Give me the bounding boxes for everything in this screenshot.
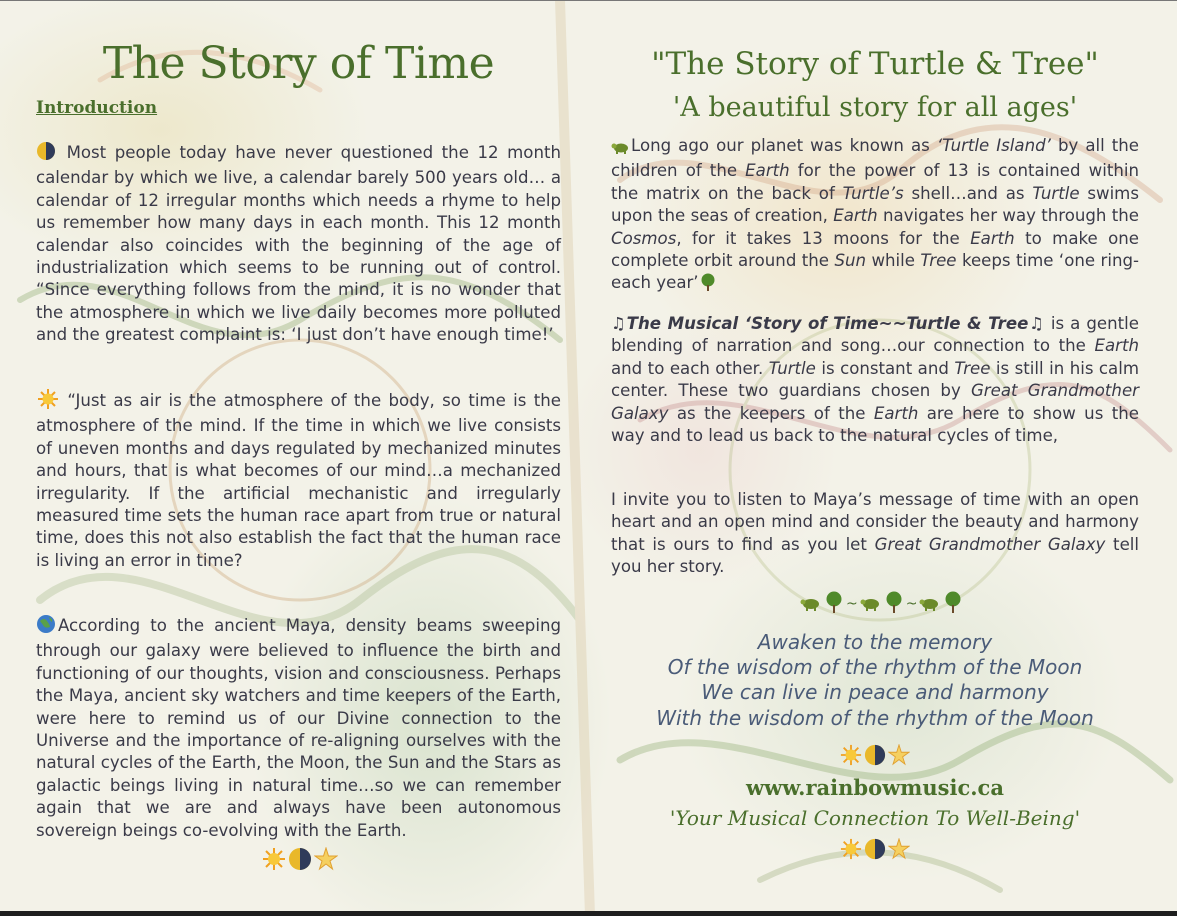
poem xyxy=(611,630,1139,731)
turtle-icon xyxy=(860,593,882,615)
music-note-icon: ♫ xyxy=(611,314,627,333)
poem-line: Awaken to the memory xyxy=(757,630,993,654)
turtle-icon xyxy=(919,593,941,615)
tree-icon xyxy=(824,591,844,617)
star-icon xyxy=(888,744,910,770)
tree-icon xyxy=(699,273,717,297)
poem-line: Of the wisdom of the rhythm of the Moon xyxy=(667,655,1083,680)
sun-icon xyxy=(840,838,862,864)
music-note-icon: ♫ xyxy=(1028,314,1045,333)
top-border xyxy=(0,0,1177,1)
turtle-icon xyxy=(611,138,631,160)
right-title: "The Story of Turtle & Tree" xyxy=(651,46,1099,82)
poem-line: With the wisdom of the rhythm of the Moon xyxy=(656,705,1094,730)
right-paragraph-3: I invite you to listen to Maya’s message of time with an open heart and an open mind and consider the beauty and harmony that is ours to find as you let Great Grandmother Galaxy tell you her story. xyxy=(611,490,1139,577)
right-subtitle: 'A beautiful story for all ages' xyxy=(672,92,1078,123)
sun-icon xyxy=(36,389,60,415)
sun-moon-star-ornament-right-2 xyxy=(840,838,910,864)
tree-icon xyxy=(943,591,963,617)
moon-icon xyxy=(864,838,886,864)
moon-icon xyxy=(288,847,312,875)
tagline: 'Your Musical Connection To Well-Being' xyxy=(669,806,1081,830)
globe-icon xyxy=(36,614,58,640)
left-paragraph-3 xyxy=(36,614,561,842)
moon-icon xyxy=(36,141,58,167)
left-paragraph-2 xyxy=(36,389,561,572)
star-icon xyxy=(888,838,910,864)
star-icon xyxy=(314,847,338,875)
introduction-heading: Introduction xyxy=(36,98,158,118)
moon-icon xyxy=(864,744,886,770)
bottom-border xyxy=(0,911,1177,916)
sun-icon xyxy=(262,847,286,875)
sun-icon xyxy=(840,744,862,770)
left-paragraph-2-text: “Just as air is the atmosphere of the body, so time is the atmosphere of the mind. If the time in which we live consists of uneven months and days regulated by mechanized minutes and hours, that is what becomes of our mind…a mechanized irregularity. If the artificial mechanistic and irregularly measured time sets the human race apart from true or natural time, does this not also establish the fact that the human race is living an error in time? xyxy=(36,391,561,570)
tilde-separator: ~ xyxy=(846,596,858,612)
right-paragraph-1: Long ago our planet was known as ‘Turtle Island’ by all the children of the Earth for the power of 13 is contained within the matrix on the back of Turtle’s shell…and as Turtle swims upon the seas of creation, Earth navigates her way through the Cosmos, for it takes 13 moons for the Earth to make one complete orbit around the Sun while Tree keeps time ‘one ring-each year’ xyxy=(611,135,1139,298)
left-paragraph-1-text: Most people today have never questioned the 12 month calendar by which we live, a calendar barely 500 years old… a calendar of 12 irregular months which needs a rhyme to help us remember how many days in each month. This 12 month calendar also coincides with the beginning of the age of industrialization which seems to be running out of control. “Since everything follows from the mind, it is no wonder that the atmosphere in which we live daily becomes more polluted and the greatest complaint is: ‘I just don’t have enough time!’ xyxy=(36,143,561,345)
left-title: The Story of Time xyxy=(102,38,495,89)
sun-moon-star-ornament-right-1 xyxy=(840,744,910,770)
left-paragraph-1 xyxy=(36,141,561,347)
website-link[interactable]: www.rainbowmusic.ca xyxy=(746,775,1004,800)
turtle-tree-ornament xyxy=(800,591,963,617)
right-paragraph-2: ♫The Musical ‘Story of Time~~Turtle & Tree♫ is a gentle blending of narration and song…our connection to the Earth and to each other. Turtle is constant and Tree is still in his calm center. These two guardians chosen by Great Grandmother Galaxy as the keepers of the Earth are here to show us the way and to lead us back to the natural cycles of time, xyxy=(611,314,1139,446)
turtle-icon xyxy=(800,593,822,615)
tree-icon xyxy=(884,591,904,617)
poem-line: We can live in peace and harmony xyxy=(701,680,1049,705)
left-paragraph-3-text: According to the ancient Maya, density beams sweeping through our galaxy were believed to influence the birth and functioning of our thoughts, vision and consciousness. Perhaps the Maya, ancient sky watchers and time keepers of the Earth, were here to remind us of our Divine connection to the Universe and the importance of re-aligning ourselves with the natural cycles of the Earth, the Moon, the Sun and the Stars as galactic beings living in natural time…so we can remember again that we are and always have been autonomous sovereign beings co-evolving with the Earth. xyxy=(36,616,561,840)
tilde-separator: ~ xyxy=(905,596,918,612)
sun-moon-star-ornament-left xyxy=(262,847,338,875)
